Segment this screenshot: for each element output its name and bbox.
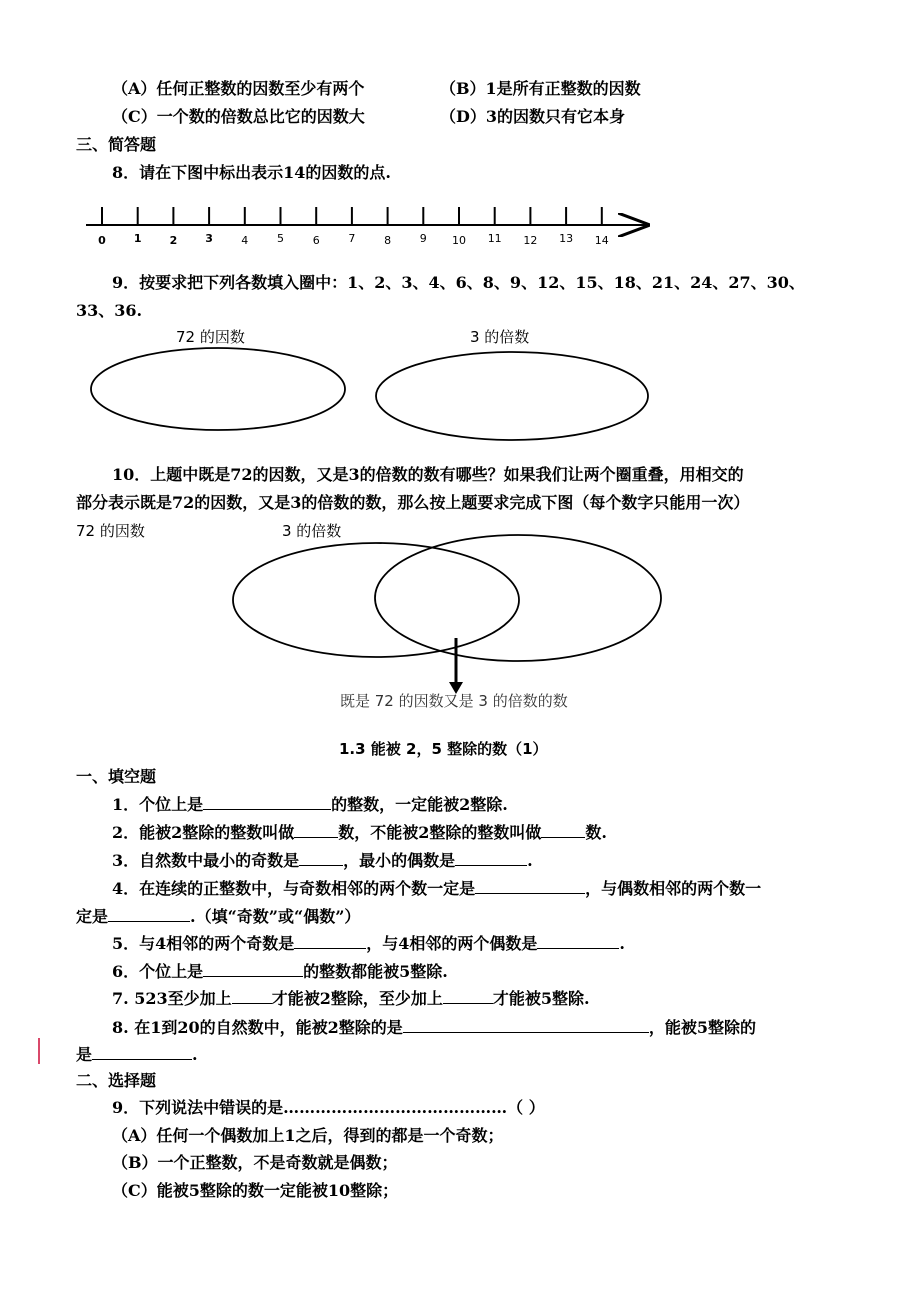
- venn-intersection-label: 既是 72 的因数又是 3 的倍数的数: [340, 692, 568, 710]
- number-line-tick-label: 5: [277, 232, 284, 245]
- answer-blank[interactable]: [203, 793, 331, 810]
- number-line-tick-label: 7: [348, 232, 356, 245]
- choice-q9-option-a: （A）任何一个偶数加上1之后，得到的都是一个奇数；: [112, 1126, 504, 1145]
- fill-q8-text-mid: ，能被5整除的: [648, 1018, 756, 1037]
- circle-factors-of-72: [91, 348, 345, 430]
- fill-q5-text-end: .: [619, 934, 625, 953]
- answer-blank[interactable]: [92, 1043, 192, 1060]
- answer-blank[interactable]: [403, 1016, 649, 1033]
- fill-q2-text-mid: 数，不能被2整除的整数叫做: [338, 823, 542, 842]
- answer-blank[interactable]: [455, 849, 527, 866]
- fill-q8-line2: [76, 1043, 198, 1066]
- fill-q4-line2-text: 定是: [76, 907, 109, 926]
- fill-q1-text: 1．个位上是: [112, 795, 204, 814]
- fill-q7-text-end: 才能被5整除.: [492, 989, 590, 1008]
- fill-q5: [112, 932, 625, 955]
- option-a: （A）任何正整数的因数至少有两个: [112, 79, 365, 98]
- fill-q2: [112, 821, 607, 844]
- answer-blank[interactable]: [108, 905, 190, 922]
- question-9-line2: 33、36.: [76, 301, 143, 320]
- question-10-line1: 10．上题中既是72的因数，又是3的倍数的数有哪些？如果我们让两个圈重叠，用相交的: [112, 465, 744, 484]
- answer-blank[interactable]: [203, 960, 303, 977]
- answer-blank[interactable]: [232, 987, 272, 1004]
- answer-blank[interactable]: [443, 987, 493, 1004]
- lesson-title: 1.3 能被 2，5 整除的数（1）: [339, 740, 548, 758]
- number-line-tick-label: 9: [419, 232, 427, 245]
- venn-circle-factors-of-72: [233, 543, 519, 657]
- choice-q9-option-c: （C）能被5整除的数一定能被10整除；: [112, 1181, 399, 1200]
- fill-q4-text-mid: ，与偶数相邻的两个数一: [585, 879, 762, 898]
- fill-q4-line2: [76, 905, 360, 928]
- section-title-choice: 二、选择题: [76, 1071, 157, 1090]
- fill-q7-text-mid: 才能被2整除，至少加上: [271, 989, 443, 1008]
- number-line-tick-label: 1: [133, 232, 142, 245]
- fill-q4-text: 4．在连续的正整数中，与奇数相邻的两个数一定是: [112, 879, 476, 898]
- number-line: [86, 207, 648, 247]
- fill-q3-text-mid: ，最小的偶数是: [343, 851, 456, 870]
- fill-q3-text-end: .: [527, 851, 533, 870]
- answer-blank[interactable]: [537, 932, 619, 949]
- fill-q8-line2-text: 是: [76, 1045, 93, 1064]
- label-multiples-of-3: 3 的倍数: [470, 328, 530, 346]
- fill-q8-line2-text-end: .: [192, 1045, 198, 1064]
- choice-q9: 9．下列说法中错误的是……………………………………（ ）: [112, 1098, 545, 1117]
- fill-q7-text: 7. 523至少加上: [112, 989, 232, 1008]
- answer-blank[interactable]: [294, 932, 366, 949]
- answer-blank[interactable]: [475, 877, 585, 894]
- fill-q8-text: 8. 在1到20的自然数中，能被2整除的是: [112, 1018, 403, 1037]
- number-line-tick-label: 10: [452, 234, 466, 247]
- cursor-marker: [38, 1038, 40, 1064]
- number-line-tick-label: 2: [169, 234, 178, 247]
- fill-q6-text: 6．个位上是: [112, 962, 204, 981]
- question-9-line1: 9．按要求把下列各数填入圈中：1、2、3、4、6、8、9、12、15、18、21、24、27、30、: [112, 273, 805, 292]
- fill-q4: [112, 877, 761, 900]
- choice-q9-option-b: （B）一个正整数，不是奇数就是偶数；: [112, 1153, 398, 1172]
- fill-q4-line2-text-end: .（填“奇数”或“偶数”）: [190, 907, 361, 926]
- number-line-tick-label: 4: [241, 234, 249, 247]
- number-line-tick-label: 13: [559, 232, 574, 245]
- fill-q7: [112, 987, 590, 1010]
- option-b: （B）1是所有正整数的因数: [440, 79, 641, 98]
- fill-q8: [112, 1016, 756, 1039]
- number-line-tick-label: 0: [98, 234, 106, 247]
- fill-q6-text-end: 的整数都能被5整除.: [303, 962, 448, 981]
- fill-q3: [112, 849, 533, 872]
- number-line-tick-label: 3: [205, 232, 213, 245]
- fill-q2-text: 2．能被2整除的整数叫做: [112, 823, 295, 842]
- fill-q1: [112, 793, 508, 816]
- question-8: 8．请在下图中标出表示14的因数的点.: [112, 163, 391, 182]
- number-line-tick-label: 12: [523, 234, 538, 247]
- question-10-line2: 部分表示既是72的因数，又是3的倍数的数，那么按上题要求完成下图（每个数字只能用一次）: [76, 493, 750, 512]
- number-line-tick-label: 6: [312, 234, 320, 247]
- venn-circle-multiples-of-3: [375, 535, 661, 661]
- section-title-short-answer: 三、简答题: [76, 135, 157, 154]
- option-c: （C）一个数的倍数总比它的因数大: [112, 107, 365, 126]
- fill-q3-text: 3．自然数中最小的奇数是: [112, 851, 300, 870]
- answer-blank[interactable]: [541, 821, 585, 838]
- fill-q5-text-mid: ，与4相邻的两个偶数是: [366, 934, 538, 953]
- fill-q6: [112, 960, 448, 983]
- venn-label-factors-of-72: 72 的因数: [76, 522, 145, 540]
- answer-blank[interactable]: [294, 821, 338, 838]
- section-title-fill-in: 一、填空题: [76, 767, 157, 786]
- label-factors-of-72: 72 的因数: [176, 328, 245, 346]
- fill-q5-text: 5．与4相邻的两个奇数是: [112, 934, 295, 953]
- number-line-tick-label: 14: [594, 234, 609, 247]
- fill-q1-text-end: 的整数，一定能被2整除.: [331, 795, 508, 814]
- answer-blank[interactable]: [299, 849, 343, 866]
- number-line-tick-label: 11: [487, 232, 502, 245]
- venn-label-multiples-of-3: 3 的倍数: [282, 522, 342, 540]
- option-d: （D）3的因数只有它本身: [440, 107, 626, 126]
- fill-q2-text-end: 数.: [585, 823, 607, 842]
- number-line-tick-label: 8: [384, 234, 392, 247]
- circle-multiples-of-3: [376, 352, 648, 440]
